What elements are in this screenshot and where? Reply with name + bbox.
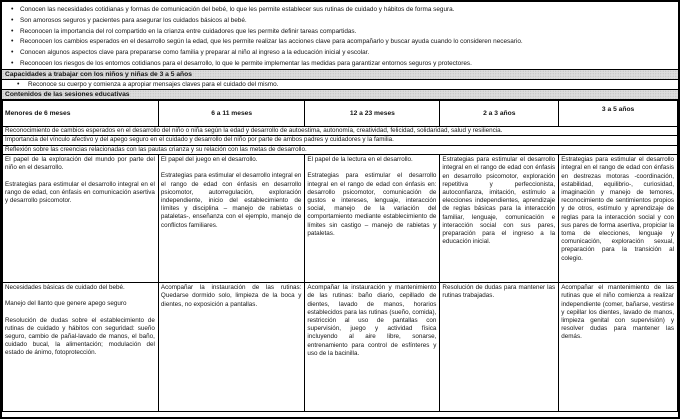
table-cell — [305, 155, 440, 283]
table-row — [3, 155, 678, 283]
intro-bullet-text: Conocen algunos aspectos clave para prepararse como familia y preparar al niño al ingreso a la educación inicial y escolar. — [20, 49, 370, 57]
intro-bullet-text: Son amorosos seguros y pacientes para asegurar los cuidados básicos al bebé. — [20, 16, 247, 24]
table-cell — [158, 283, 304, 412]
table-cell — [559, 155, 678, 283]
cell-paragraph: Resolución de dudas sobre el establecimiento de rutinas de cuidado y hábitos con seguridad: sueño seguro, cambio de pañal-lavado de manos, el baño, cuidado bucal, la alimentación; modulación del estado de ánimo, fotoprotección. — [5, 316, 155, 357]
cell-paragraph: Manejo del llanto que genere apego seguro — [5, 300, 127, 308]
intro-bullet — [2, 48, 678, 59]
cell-paragraph: El papel de la lectura en el desarrollo. — [307, 156, 413, 164]
cell-paragraph: Estrategias para estimular el desarrollo integral en el rango de edad con énfasis en: desarrollo psicomotor, comunicación de gustos e intereses, lenguaje, interacción social, manejo de la variación del comportamiento mediante establecimiento de límites sin castigo – manejo de rabietas y pataletas. — [307, 172, 437, 237]
column-header-12-23-meses: 12 a 23 meses — [305, 101, 440, 127]
intro-bullet-text: Reconocen la importancia del rol compartido en la crianza entre cuidadores que les permite definir tareas compartidas. — [20, 27, 357, 35]
intro-bullet-text: Conocen las necesidades cotidianas y formas de comunicación del bebé, lo que les permite establecer sus rutinas de cuidado y hábitos de forma segura. — [20, 6, 455, 13]
table-cell — [559, 283, 678, 412]
full-width-cell-reconocimiento: Reconocimiento de cambios esperados en el desarrollo del niño o niña según la edad y desarrollo de autoestima, autonomía, creatividad, felicidad, solidaridad, salud y resiliencia. — [3, 127, 678, 136]
cell-paragraph: Necesidades básicas de cuidado del bebé. — [5, 284, 125, 292]
table-cell — [440, 283, 559, 412]
cell-paragraph: Acompañar la instauración de las rutinas: Quedarse dormido solo, limpieza de la boca y dientes, no exposición a pantallas. — [160, 284, 302, 308]
table-cell — [440, 155, 559, 283]
table-cell — [3, 155, 159, 283]
cell-paragraph: Estrategias para estimular el desarrollo integral en el rango de edad, con énfasis en comunicación asertiva y desarrollo psicomotor. — [5, 180, 155, 205]
contenidos-section-header: Contenidos de las sesiones educativas — [2, 90, 678, 100]
cell-paragraph: Acompañar el mantenimiento de las rutinas que el niño comienza a realizar independiente (comer, bañarse, vestirse y cepillar los dientes, lavado de manos, limpieza genital con supervisión) y resolver dudas para mantener las demás. — [561, 284, 674, 341]
column-header-menores-6-meses: Menores de 6 meses — [3, 101, 159, 127]
contenidos-table — [2, 100, 678, 412]
intro-bullet — [2, 27, 678, 38]
table-row — [3, 136, 678, 145]
intro-bullet-list — [2, 2, 678, 70]
cell-paragraph: Estrategias para estimular el desarrollo integral en el rango de edad con énfasis en desarrollo psicomotor, autorregulación, exploración independiente, inicio del establecimiento de límites y disciplina – manejo de rabietas o pataletas-, enseñanza con el ejemplo, manejo de conflictos familiares. — [160, 172, 302, 229]
capacidades-bullet — [2, 80, 678, 90]
cell-paragraph: Acompañar la instauración y mantenimiento de las rutinas: baño diario, cepillado de dientes, lavado de manos, horarios establecidos para las rutinas (sueño, comida), restricción al uso de pantallas con supervisión, juego y actividad física incluyendo al aire libre, sonarse, entrenamiento para control de esfínteres y uso de la bacinilla. — [307, 284, 437, 357]
cell-paragraph: El papel del juego en el desarrollo. — [160, 156, 258, 164]
capacidades-section-header: Capacidades a trabajar con los niños y niñas de 3 a 5 años — [2, 70, 678, 80]
intro-bullet — [2, 5, 678, 16]
age-header-row — [3, 101, 678, 127]
full-width-cell-reflexion-creencias: Reflexión sobre las creencias relacionadas con las pautas crianza y su relación con las metas de desarrollo. — [3, 145, 678, 154]
table-row — [3, 283, 678, 412]
intro-bullet-text: Reconocen los cambios esperados en el desarrollo según la edad, que les permite realizar las acciones clave para acompañarlo y buscar ayuda cuando lo consideren necesario. — [20, 38, 523, 46]
column-header-2-3-anos: 2 a 3 años — [440, 101, 559, 127]
cell-paragraph: El papel de la exploración del mundo por parte del niño en el desarrollo. — [5, 156, 155, 172]
cell-paragraph: Resolución de dudas para mantener las rutinas trabajadas. — [442, 284, 556, 300]
column-header-3-5-anos: 3 a 5 años — [559, 101, 678, 127]
table-row — [3, 127, 678, 136]
intro-bullet — [2, 59, 678, 70]
column-header-6-11-meses: 6 a 11 meses — [158, 101, 304, 127]
table-cell — [3, 283, 159, 412]
intro-bullet — [2, 16, 678, 27]
cell-paragraph: Estrategias para estimular el desarrollo integral en el rango de edad con énfasis en desarrollo psicomotor, exploración repetitiva y perfeccionista, autoconfianza, imitación, estímulo a elecciones independientes, aprendizaje de reglas básicas para la interacción familiar, lenguaje, comunicación e interacción social con sus pares, preparación para el ingreso a la educación inicial. — [442, 156, 556, 246]
intro-bullet — [2, 37, 678, 48]
table-cell — [158, 155, 304, 283]
table-row — [3, 145, 678, 154]
full-width-cell-importancia-vinculo: Importancia del vínculo afectivo y del apego seguro en el cuidado y desarrollo del niño por parte de ambos padres y cuidadores y la familia. — [3, 136, 678, 145]
cell-paragraph: Estrategias para estimular el desarrollo integral en el rango de edad con énfasis en destrezas motoras -coordinación, estabilidad, equilibrio-, curiosidad, imaginación y manejo de temores, reconocimiento de sentimientos propios y de otros, estímulo y aprendizaje de reglas para la interacción social y con sus pares de forma asertiva, propiciar la toma de elecciones, lenguaje y comunicación, exploración sexual, preparación para la transición al colegio. — [561, 156, 674, 262]
capacidades-bullet-text: Reconoce su cuerpo y comienza a apropiar mensajes claves para el cuidado del mismo. — [28, 81, 279, 88]
intro-bullet-text: Reconocen los riesgos de los entornos cotidianos para el desarrollo, lo que le permite implementar las medidas para garantizar entornos seguros y protectores. — [20, 59, 472, 67]
table-cell — [305, 283, 440, 412]
